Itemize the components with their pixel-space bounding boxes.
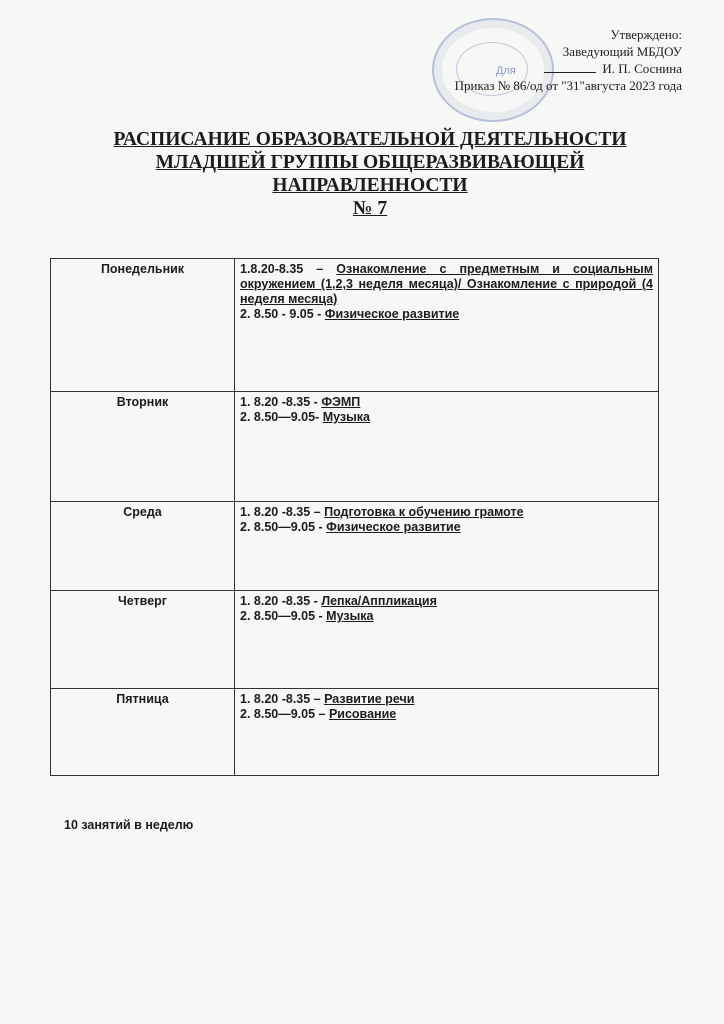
title-line-1: РАСПИСАНИЕ ОБРАЗОВАТЕЛЬНОЙ ДЕЯТЕЛЬНОСТИ (113, 129, 627, 150)
day-cell: Четверг (51, 591, 235, 689)
lesson-time: 1. 8.20 -8.35 – (240, 692, 325, 706)
lesson-line (240, 262, 653, 307)
lessons-cell (235, 392, 659, 502)
lesson-subject: Физическое развитие (326, 520, 461, 534)
day-cell: Среда (51, 502, 235, 591)
lessons-cell (235, 689, 659, 776)
approval-signature-line (455, 60, 682, 77)
table-row (51, 392, 659, 502)
day-cell: Пятница (51, 689, 235, 776)
title-line-3: НАПРАВЛЕННОСТИ (272, 175, 468, 196)
lessons-cell (235, 502, 659, 591)
lesson-line (240, 609, 653, 624)
lesson-time: 1. 8.20 -8.35 - (240, 594, 322, 608)
lesson-subject: Музыка (322, 410, 370, 424)
schedule-table (50, 258, 659, 776)
approval-name: И. П. Соснина (602, 61, 682, 76)
lesson-line (240, 410, 653, 425)
lesson-line (240, 692, 653, 707)
table-row (51, 259, 659, 392)
table-row (51, 689, 659, 776)
approval-line-1: Утверждено: (610, 27, 682, 42)
lessons-cell (235, 591, 659, 689)
lesson-subject: Лепка/Аппликация (321, 594, 437, 608)
document-title (60, 128, 680, 220)
lesson-time: 2. 8.50—9.05 – (240, 707, 329, 721)
title-line-2: МЛАДШЕЙ ГРУППЫ ОБЩЕРАЗВИВАЮЩЕЙ (155, 152, 585, 173)
day-cell: Понедельник (51, 259, 235, 392)
title-line-4: № 7 (352, 198, 388, 219)
lesson-subject: Ознакомление с предметным и социальным окружением (1,2,3 неделя месяца)/ Ознакомление с природой (4 неделя месяца) (240, 262, 653, 306)
weekly-total-note: 10 занятий в неделю (64, 818, 194, 832)
table-row (51, 502, 659, 591)
approval-order-line: Приказ № 86/од от "31"августа 2023 года (454, 78, 682, 93)
lesson-subject: Музыка (326, 609, 374, 623)
lesson-subject: Развитие речи (324, 692, 415, 706)
lesson-line (240, 307, 653, 322)
lesson-time: 2. 8.50—9.05 - (240, 520, 327, 534)
table-row (51, 591, 659, 689)
approval-block (455, 26, 682, 94)
signature-blank (544, 61, 596, 73)
lesson-line (240, 520, 653, 535)
lesson-line (240, 395, 653, 410)
stamp-word: Для (496, 65, 516, 77)
day-cell: Вторник (51, 392, 235, 502)
lesson-time: 2. 8.50—9.05- (240, 410, 323, 424)
lesson-time: 1. 8.20 -8.35 – (240, 505, 325, 519)
lesson-subject: Физическое развитие (324, 307, 460, 321)
lesson-time: 1. 8.20 -8.35 - (240, 395, 322, 409)
lessons-cell (235, 259, 659, 392)
lesson-line (240, 594, 653, 609)
lesson-subject: Подготовка к обучению грамоте (324, 505, 524, 519)
lesson-line (240, 505, 653, 520)
approval-line-2: Заведующий МБДОУ (562, 44, 682, 59)
lesson-time: 1.8.20-8.35 – (240, 262, 337, 276)
lesson-subject: Рисование (328, 707, 397, 721)
lesson-line (240, 707, 653, 722)
lesson-time: 2. 8.50—9.05 - (240, 609, 327, 623)
lesson-time: 2. 8.50 - 9.05 - (240, 307, 325, 321)
lesson-subject: ФЭМП (321, 395, 361, 409)
